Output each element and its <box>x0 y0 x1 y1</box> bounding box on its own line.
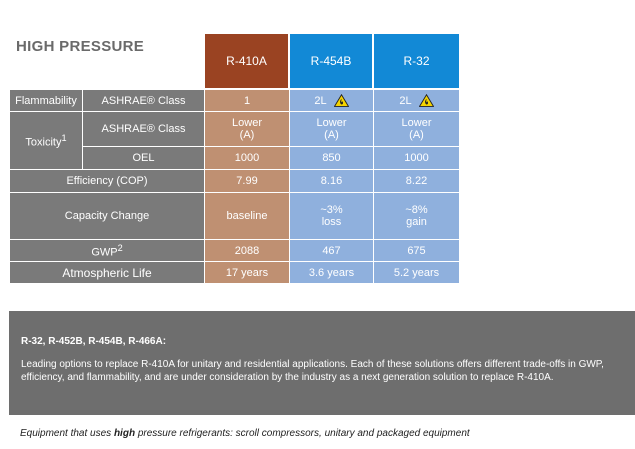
warning-flame-icon <box>419 94 434 107</box>
flammability-value: 2L <box>399 94 412 107</box>
cell-efficiency-r32: 8.22 <box>374 170 460 193</box>
info-note-box <box>9 311 635 415</box>
row-label-capacity: Capacity Change <box>10 193 205 240</box>
footer-caption: Equipment that uses high pressure refrigerants: scroll compressors, unitary and packaged equipment <box>20 428 470 439</box>
cell-flammability-r32 <box>374 90 460 112</box>
flammability-value: 2L <box>314 94 327 107</box>
footnote-marker: 1 <box>61 133 67 144</box>
column-header-r32: R-32 <box>374 34 459 88</box>
row-label-gwp: GWP$^2$ <box>10 240 205 262</box>
cell-efficiency-r454b: 8.16 <box>290 170 374 193</box>
cell-flammability-r410a: 1 <box>205 90 290 112</box>
cell-oel-r410a: 1000 <box>205 147 290 170</box>
row-sublabel-oel: OEL <box>83 147 205 170</box>
table-row-capacity <box>10 193 460 240</box>
row-label-toxicity: Toxicity$^1$ <box>10 112 83 170</box>
cell-toxicity-r410a: Lower (A) <box>205 112 290 147</box>
cell-atmo-r32: 5.2 years <box>374 262 460 284</box>
row-sublabel-ashrae-class: ASHRAE® Class <box>83 112 205 147</box>
cell-gwp-r410a: 2088 <box>205 240 290 262</box>
cell-gwp-r32: 675 <box>374 240 460 262</box>
note-heading: R-32, R-452B, R-454B, R-466A: <box>21 336 167 347</box>
row-label-flammability: Flammability <box>10 90 83 112</box>
row-sublabel-ashrae-class: ASHRAE® Class <box>83 90 205 112</box>
table-row-atmospheric-life <box>10 262 460 284</box>
row-label-atmospheric-life: Atmospheric Life <box>10 262 205 284</box>
table-row-flammability <box>10 90 460 112</box>
cell-efficiency-r410a: 7.99 <box>205 170 290 193</box>
column-header-r454b: R-454B <box>290 34 372 88</box>
cell-toxicity-r32: Lower (A) <box>374 112 460 147</box>
row-label-efficiency: Efficiency (COP) <box>10 170 205 193</box>
comparison-table <box>9 89 460 284</box>
cell-toxicity-r454b: Lower (A) <box>290 112 374 147</box>
table-row-efficiency <box>10 170 460 193</box>
cell-flammability-r454b <box>290 90 374 112</box>
table-row-gwp <box>10 240 460 262</box>
footnote-marker: 2 <box>117 243 123 254</box>
cell-capacity-r32: ~8% gain <box>374 193 460 240</box>
note-body: Leading options to replace R-410A for unitary and residential applications. Each of these solutions offers different trade-offs in GWP, efficiency, and flammability, and are under consideration by the industry as a next generation solution to replace R-410A. <box>21 359 604 383</box>
cell-capacity-r410a: baseline <box>205 193 290 240</box>
column-header-r410a: R-410A <box>205 34 288 88</box>
table-row-toxicity-class <box>10 112 460 147</box>
page-title: HIGH PRESSURE <box>16 38 145 55</box>
warning-flame-icon <box>334 94 349 107</box>
cell-gwp-r454b: 467 <box>290 240 374 262</box>
cell-atmo-r454b: 3.6 years <box>290 262 374 284</box>
cell-oel-r32: 1000 <box>374 147 460 170</box>
cell-oel-r454b: 850 <box>290 147 374 170</box>
cell-capacity-r454b: ~3% loss <box>290 193 374 240</box>
cell-atmo-r410a: 17 years <box>205 262 290 284</box>
